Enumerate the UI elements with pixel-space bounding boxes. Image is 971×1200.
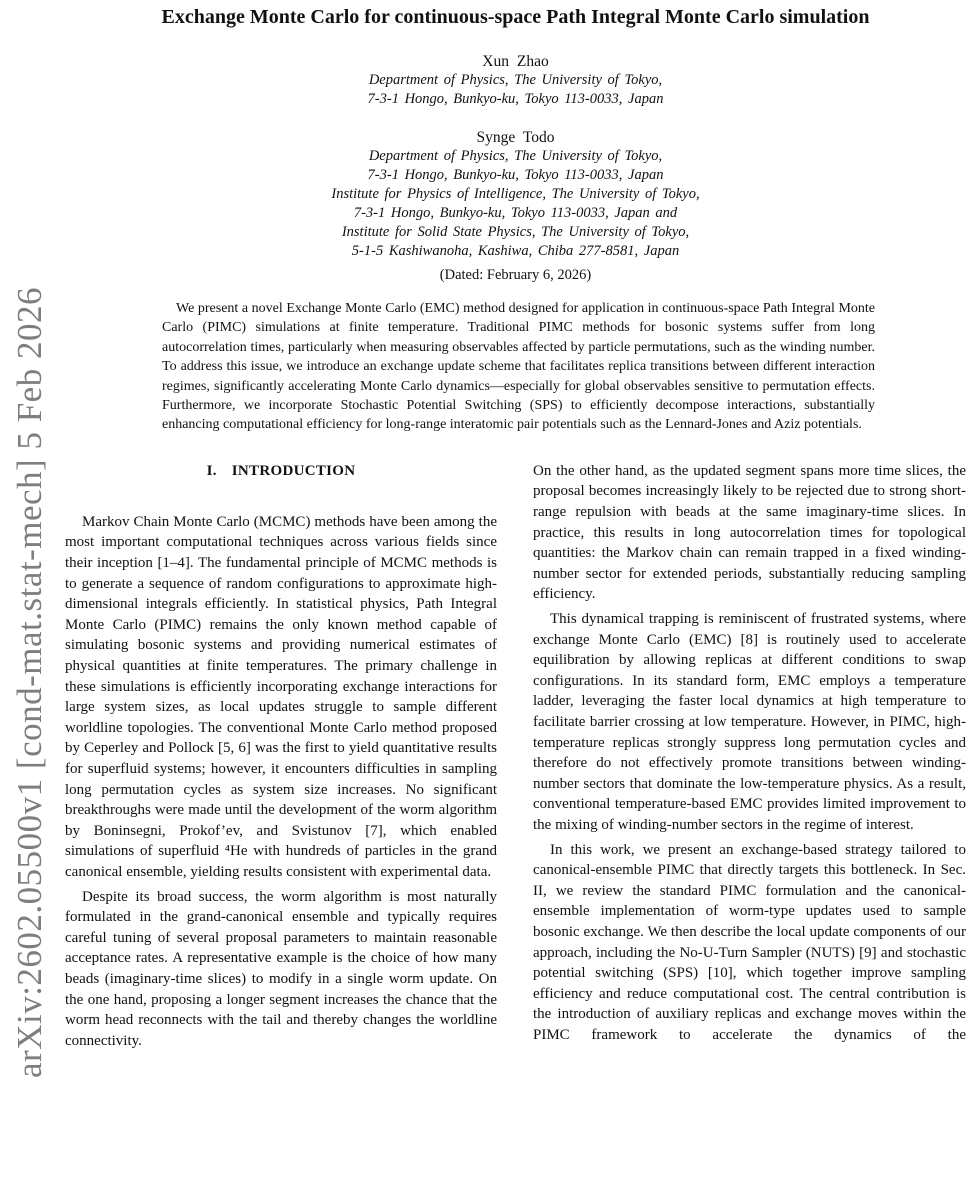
affiliation-line: Department of Physics, The University of Tokyo, (368, 72, 663, 88)
section-title: INTRODUCTION (231, 462, 356, 479)
section-number: I. (206, 462, 217, 479)
author-block (65, 52, 966, 261)
affiliation-line: 5-1-5 Kashiwanoha, Kashiwa, Chiba 277-8581, Japan (351, 243, 680, 259)
affiliation-line: 7-3-1 Hongo, Bunkyo-ku, Tokyo 113-0033, Japan and (353, 205, 678, 221)
right-column-paragraphs (533, 461, 966, 1046)
left-column-paragraphs (65, 512, 497, 1051)
left-column (65, 461, 497, 1055)
date-line: (Dated: February 6, 2026) (439, 267, 592, 283)
arxiv-stamp: arXiv:2602.05500v1 [cond-mat.stat-mech] 5 Feb 2026 (10, 287, 49, 1078)
paper-title: Exchange Monte Carlo for continuous-space Path Integral Monte Carlo simulation (161, 6, 870, 28)
affiliation-line: Institute for Solid State Physics, The University of Tokyo, (341, 224, 690, 240)
affiliation-line: 7-3-1 Hongo, Bunkyo-ku, Tokyo 113-0033, Japan (367, 167, 664, 183)
affiliation-line: 7-3-1 Hongo, Bunkyo-ku, Tokyo 113-0033, Japan (367, 91, 664, 107)
paragraph: Despite its broad success, the worm algorithm is most naturally formulated in the grand-canonical ensemble and typically requires careful tuning of several proposal parameters to maintain reasonable acceptance rates. A representative example is the choice of how many beads (imaginary-time slices) to modify in a single worm update. On the one hand, proposing a longer segment increases the chance that the worm head reconnects with the tail and thereby changes the worldline connectivity. (65, 888, 497, 1049)
abstract: We present a novel Exchange Monte Carlo (EMC) method designed for application in continuous-space Path Integral Monte Carlo (PIMC) simulations at finite temperature. Traditional PIMC methods for bosonic systems suffer from long autocorrelation times, particularly when measuring observables affected by particle permutations, such as the winding number. To address this issue, we introduce an exchange update scheme that facilitates replica transitions between different interaction regimes, significantly accelerating Monte Carlo dynamics—especially for global observables sensitive to permutation effects. Furthermore, we incorporate Stochastic Potential Switching (SPS) to efficiently decompose interactions, substantially enhancing computational efficiency for long-range interatomic pair potentials such as the Lennard-Jones and Aziz potentials. (162, 301, 875, 433)
section-heading (65, 461, 497, 481)
author-name: Xun Zhao (482, 53, 549, 70)
paragraph: On the other hand, as the updated segment spans more time slices, the proposal becomes increasingly likely to be rejected due to strong short-range repulsion with beads at the same imaginary-time slices. In practice, this results in long autocorrelation times for topological quantities: the Markov chain can remain trapped in a fixed winding-number sector for extended periods, substantially reducing sampling efficiency. (533, 462, 966, 603)
paragraph: Markov Chain Monte Carlo (MCMC) methods have been among the most important computational techniques across various fields since their inception [1–4]. The fundamental principle of MCMC methods is to generate a sequence of random configurations to approximate high-dimensional integrals efficiently. In statistical physics, Path Integral Monte Carlo (PIMC) remains the only known method capable of simulating bosonic systems and providing numerical estimates of physical quantities at finite temperatures. The primary challenge in these simulations is efficiently incorporating exchange interactions for large system sizes, as local updates struggle to sample different worldline topologies. The conventional Monte Carlo method proposed by Ceperley and Pollock [5, 6] was the first to yield quantitative results for superfluid systems; however, it encounters difficulties in sampling long permutation cycles as system size increases. No significant breakthroughs were made until the development of the worm algorithm by Boninsegni, Prokof’ev, and Svistunov [7], which enabled simulations of superfluid ⁴He with hundreds of particles in the grand canonical ensemble, yielding results consistent with experimental data. (65, 513, 497, 880)
author-name: Synge Todo (476, 129, 555, 146)
right-column (533, 461, 966, 1055)
affiliation-line: Institute for Physics of Intelligence, The University of Tokyo, (331, 186, 700, 202)
paragraph: This dynamical trapping is reminiscent of frustrated systems, where exchange Monte Carlo (EMC) [8] is routinely used to accelerate equilibration by allowing replicas at different conditions to swap configurations. In its standard form, EMC employs a temperature ladder, leveraging the faster local dynamics at high temperature to facilitate barrier crossing at low temperature. However, in PIMC, high-temperature replicas strongly suppress long permutation cycles and therefore do not effectively promote transitions between winding-number sectors that dominate the low-temperature physics. As a result, conventional temperature-based EMC provides limited improvement to the mixing of winding-number sectors in the regime of interest. (533, 611, 966, 833)
front-matter (65, 0, 966, 435)
paragraph: In this work, we present an exchange-based strategy tailored to canonical-ensemble PIMC that directly targets this bottleneck. In Sec. II, we review the standard PIMC formulation and the canonical-ensemble implementation of worm-type updates used to sample bosonic exchange. We then describe the local update components of our approach, including the No-U-Turn Sampler (NUTS) [9] and stochastic potential switching (SPS) [10], which together improve sampling efficiency and reduce computational cost. The central contribution is the introduction of auxiliary replicas and exchange moves within the PIMC framework to accelerate the dynamics of the (533, 841, 966, 1043)
two-column-body (65, 461, 971, 1055)
affiliation-line: Department of Physics, The University of Tokyo, (368, 148, 663, 164)
